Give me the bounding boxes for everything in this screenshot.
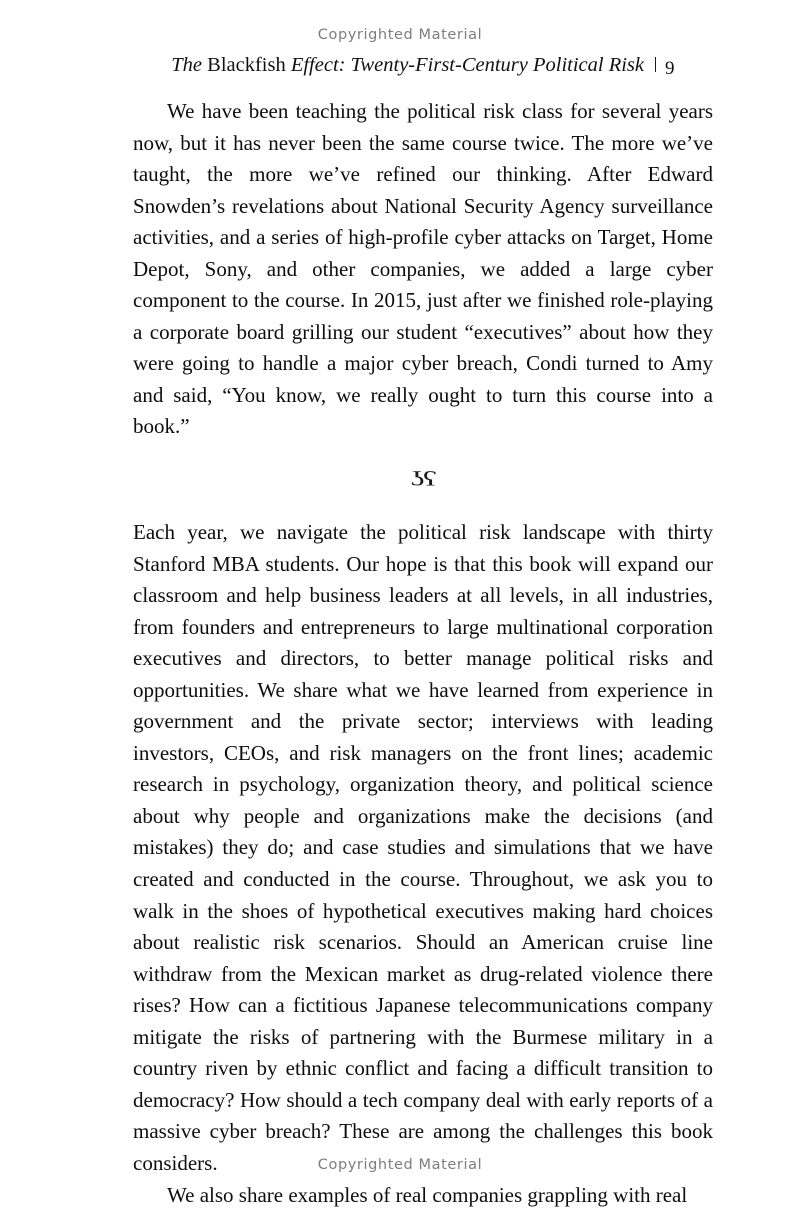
running-head bbox=[133, 52, 713, 79]
page-number: 9 bbox=[665, 58, 675, 79]
paragraph-3: We also share examples of real companies grappling with real bbox=[133, 1180, 713, 1211]
running-head-separator bbox=[655, 57, 656, 72]
swash-flourish-icon: ʖʕ bbox=[410, 451, 435, 509]
section-divider-ornament bbox=[133, 443, 713, 517]
paragraph-1: We have been teaching the political risk class for several years now, but it has never been the same course twice. The more we’ve taught, the more we’ve refined our thinking. After Edward Snowden’s revelations about National Security Agency surveillance activities, and a series of high-profile cyber attacks on Target, Home Depot, Sony, and other companies, we added a large cyber component to the course. In 2015, just after we finished role-playing a corporate board grilling our student “executives” about how they were going to handle a major cyber breach, Condi turned to Amy and said, “You know, we really ought to turn this course into a book.” bbox=[133, 96, 713, 443]
running-head-title-part-3: Effect: Twenty-First-Century Political Risk bbox=[286, 54, 644, 76]
running-head-title-part-2: Blackfish bbox=[207, 54, 286, 76]
running-head-title-part-1: The bbox=[171, 54, 207, 76]
paragraph-2: Each year, we navigate the political risk landscape with thirty Stanford MBA students. Our hope is that this book will expand our classroom and help business leaders at all levels, in all industries, from founders and entrepreneurs to large multinational corporation executives and directors, to better manage political risks and opportunities. We share what we have learned from experience in government and the private sector; interviews with leading investors, CEOs, and risk managers on the front lines; academic research in psychology, organization theory, and political science about why people and organizations make the decisions (and mistakes) they do; and case studies and simulations that we have created and conducted in the course. Throughout, we ask you to walk in the shoes of hypothetical executives making hard choices about realistic risk scenarios. Should an American cruise line withdraw from the Mexican market as drug-related violence there rises? How can a fictitious Japanese telecommunications company mitigate the risks of partnering with the Burmese military in a country riven by ethnic conflict and facing a difficult transition to democracy? How should a tech company deal with early reports of a massive cyber breach? These are among the challenges this book considers. bbox=[133, 517, 713, 1179]
copyright-watermark-top: Copyrighted Material bbox=[0, 27, 800, 43]
body-text-column bbox=[133, 96, 713, 1211]
copyright-watermark-bottom: Copyrighted Material bbox=[0, 1157, 800, 1173]
